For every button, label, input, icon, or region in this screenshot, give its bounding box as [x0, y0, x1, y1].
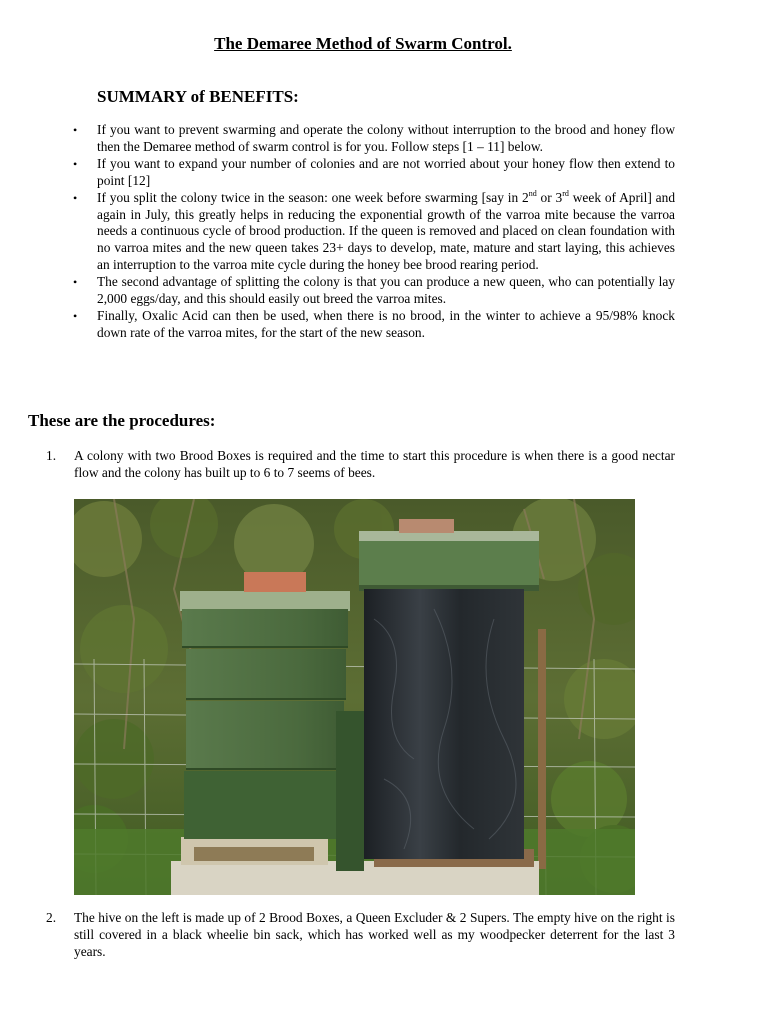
right-hive — [359, 519, 539, 859]
step-number: 2. — [46, 910, 57, 925]
list-item — [73, 274, 675, 308]
bullet-icon: • — [73, 123, 78, 137]
benefit-text: The second advantage of splitting the colony is that you can produce a new queen, who can potentially lay 2,000 eggs/day, and this should easily out breed the varroa mites. — [97, 274, 675, 307]
benefit-text-part: week of April] and again in July, this greatly helps in reducing the exponential growth of the varroa mite because the varroa needs a continuous cycle of brood production. If the queen is removed and placed on clean foundation with no varroa mites and the new queen takes 23+ days to develop, mate, mature and start laying, this achieves an interruption to the varroa mite cycle during the honey bee brood rearing period. — [97, 189, 676, 273]
benefit-text-part: or 3 — [536, 189, 563, 205]
procedure-step — [46, 448, 675, 482]
bullet-icon: • — [73, 190, 78, 205]
benefits-list — [73, 122, 676, 342]
step-text: A colony with two Brood Boxes is required and the time to start this procedure is when there is a good nectar flow and the colony has built up to 6 to 7 seems of bees. — [74, 448, 675, 480]
benefit-text: If you want to prevent swarming and operate the colony without interruption to the brood and honey flow then the Demaree method of swarm control is for you. Follow steps [1 – 11] below. — [97, 122, 675, 154]
benefit-text — [97, 190, 675, 273]
bullet-icon: • — [73, 275, 78, 290]
list-item — [73, 307, 675, 342]
step-text: The hive on the left is made up of 2 Brood Boxes, a Queen Excluder & 2 Supers. The empty hive on the right is still covered in a black wheelie bin sack, which has worked well as my woodpecker deterrent for the last 3 years. — [74, 910, 675, 959]
list-item — [73, 155, 675, 190]
list-item — [73, 188, 676, 275]
beehives-photo — [74, 499, 635, 895]
step-number: 1. — [46, 448, 57, 463]
ordinal-suffix: rd — [562, 188, 569, 198]
benefit-text: If you want to expand your number of colonies and are not worried about your honey flow then extend to point [12] — [97, 155, 675, 188]
ordinal-suffix: nd — [528, 188, 537, 198]
summary-heading: SUMMARY of BENEFITS: — [97, 87, 299, 106]
procedure-step — [46, 910, 675, 961]
page-title: The Demaree Method of Swarm Control. — [214, 34, 512, 53]
list-item — [73, 122, 675, 156]
left-hive — [180, 572, 364, 871]
bullet-icon: • — [73, 156, 78, 171]
procedures-heading: These are the procedures: — [28, 411, 216, 430]
benefit-text-part: If you split the colony twice in the season: one week before swarming [say in 2 — [97, 189, 529, 205]
benefit-text: Finally, Oxalic Acid can then be used, when there is no brood, in the winter to achieve a 95/98% knock down rate of the varroa mites, for the start of the new season. — [97, 307, 675, 340]
bullet-icon: • — [73, 308, 78, 323]
